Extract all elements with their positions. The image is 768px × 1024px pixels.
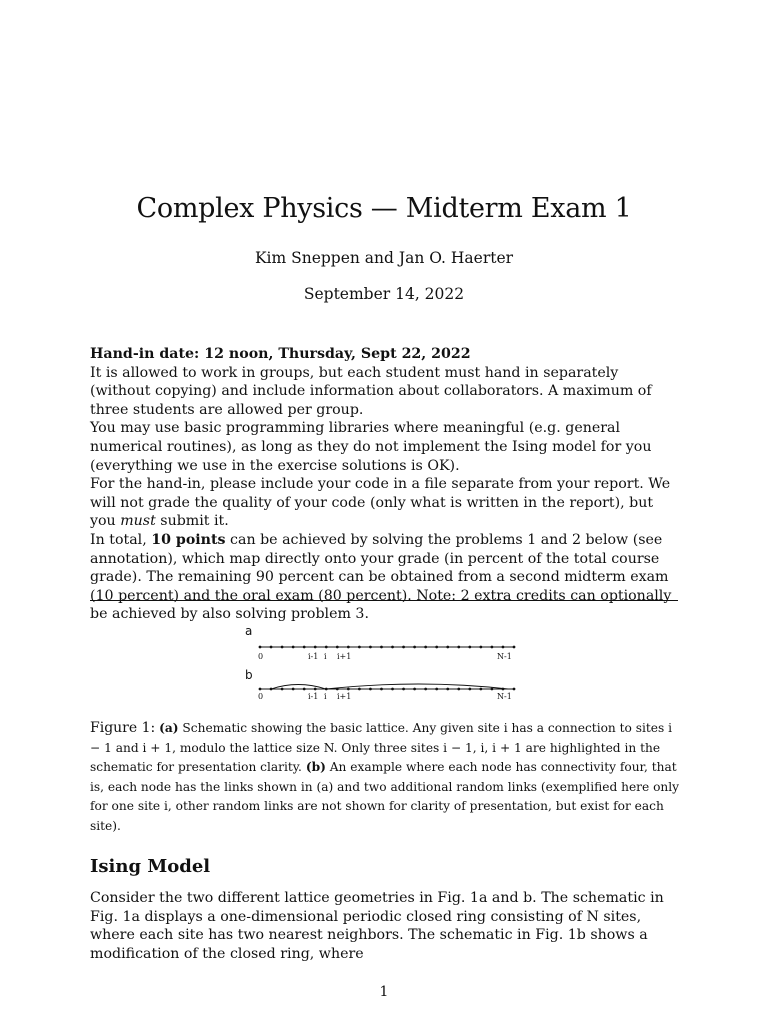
- intro-paragraph-2: You may use basic programming libraries where meaningful (e.g. general numerical routines), as long as they do not implement the Ising model for you (everything we use in the exercise solutions is OK).: [90, 420, 652, 474]
- lattice-node: [457, 646, 460, 649]
- lattice-node: [435, 688, 438, 691]
- lattice-node: [468, 646, 471, 649]
- section-heading: Ising Model: [90, 856, 211, 877]
- lattice-node: [391, 688, 394, 691]
- lattice-node: [413, 688, 416, 691]
- authors: Kim Sneppen and Jan O. Haerter: [254, 249, 514, 267]
- tick-label-i-a: i: [324, 652, 327, 661]
- lattice-node: [457, 688, 460, 691]
- lattice-node: [513, 688, 516, 691]
- lattice-node: [435, 646, 438, 649]
- lattice-node: [292, 688, 295, 691]
- lattice-node: [446, 646, 449, 649]
- lattice-node: [479, 688, 482, 691]
- section-paragraph: Consider the two different lattice geometries in Fig. 1a and b. The schematic in Fig. 1a displays a one-dimensional periodic closed ring consisting of N sites, where each site has two nearest neighbors. The schematic in Fig. 1b shows a modification of the closed ring, where: [90, 890, 664, 962]
- lattice-node: [358, 688, 361, 691]
- intro-paragraph-4: In total, 10 points can be achieved by solving the problems 1 and 2 below (see annotation), which map directly onto your grade (in percent of the total course grade). The remaining 90 percent can be obtained from a second midterm exam (10 percent) and the oral exam (80 percent). Note: 2 extra credits can optionally be achieved by also solving problem 3.: [90, 531, 672, 623]
- tick-label-im1-b: i-1: [308, 692, 319, 701]
- lattice-node: [446, 688, 449, 691]
- lattice-node: [424, 688, 427, 691]
- panel-a-label: a: [245, 624, 253, 638]
- lattice-node: [325, 646, 328, 649]
- panel-b-label: b: [245, 668, 253, 682]
- lattice-node: [491, 688, 494, 691]
- lattice-node: [347, 688, 350, 691]
- lattice-node: [424, 646, 427, 649]
- lattice-node: [270, 646, 273, 649]
- lattice-node: [303, 646, 306, 649]
- lattice-node: [402, 688, 405, 691]
- lattice-node: [391, 646, 394, 649]
- lattice-node: [369, 646, 372, 649]
- lattice-node: [502, 646, 505, 649]
- lattice-b: [259, 684, 516, 690]
- tick-label-n1-b: N-1: [497, 692, 512, 701]
- lattice-node: [347, 646, 350, 649]
- intro-paragraph-1: It is allowed to work in groups, but each student must hand in separately (without copying) and include information about collaborators. A maximum of three students are allowed per group.: [90, 364, 652, 418]
- lattice-node: [513, 646, 516, 649]
- random-link-left: [271, 685, 326, 690]
- lattice-figure: [240, 620, 530, 705]
- lattice-node: [413, 646, 416, 649]
- document-title: Complex Physics — Midterm Exam 1: [136, 193, 632, 224]
- lattice-node: [369, 688, 372, 691]
- lattice-node: [259, 688, 262, 691]
- tick-label-n1-a: N-1: [497, 652, 512, 661]
- intro-block: [90, 345, 680, 624]
- lattice-a: [259, 646, 516, 649]
- tick-label-ip1-b: i+1: [337, 692, 352, 701]
- intro-paragraph-3: For the hand-in, please include your code in a file separate from your report. We will not grade the quality of your code (only what is written in the report), but you must submit it.: [90, 476, 671, 530]
- lattice-node: [402, 646, 405, 649]
- figure-caption: Figure 1: (a) Schematic showing the basic lattice. Any given site i has a connection to sites i − 1 and i + 1, modulo the lattice size N. Only three sites i − 1, i, i + 1 are highlighted in the schematic for presentation clarity. (b) An example where each node has connectivity four, that is, each node has the links shown in (a) and two additional random links (exemplified here only for one site i, other random links are not shown for clarity of presentation, but exist for each site).: [90, 720, 680, 833]
- lattice-node: [380, 688, 383, 691]
- lattice-node: [314, 688, 317, 691]
- handin-date: Hand-in date: 12 noon, Thursday, Sept 22, 2022: [90, 346, 471, 362]
- tick-label-ip1-a: i+1: [337, 652, 352, 661]
- lattice-node: [491, 646, 494, 649]
- lattice-node: [314, 646, 317, 649]
- lattice-node: [292, 646, 295, 649]
- horizontal-rule: [90, 600, 678, 601]
- page-number: 1: [379, 984, 389, 1000]
- lattice-node: [358, 646, 361, 649]
- lattice-node: [380, 646, 383, 649]
- lattice-node: [281, 688, 284, 691]
- lattice-node: [468, 688, 471, 691]
- document-date: September 14, 2022: [303, 285, 465, 303]
- tick-label-i-b: i: [324, 692, 327, 701]
- lattice-node: [336, 646, 339, 649]
- tick-label-0-a: 0: [258, 652, 264, 661]
- tick-label-0-b: 0: [258, 692, 264, 701]
- lattice-node: [259, 646, 262, 649]
- tick-label-im1-a: i-1: [308, 652, 319, 661]
- lattice-node: [303, 688, 306, 691]
- lattice-node: [479, 646, 482, 649]
- lattice-node: [281, 646, 284, 649]
